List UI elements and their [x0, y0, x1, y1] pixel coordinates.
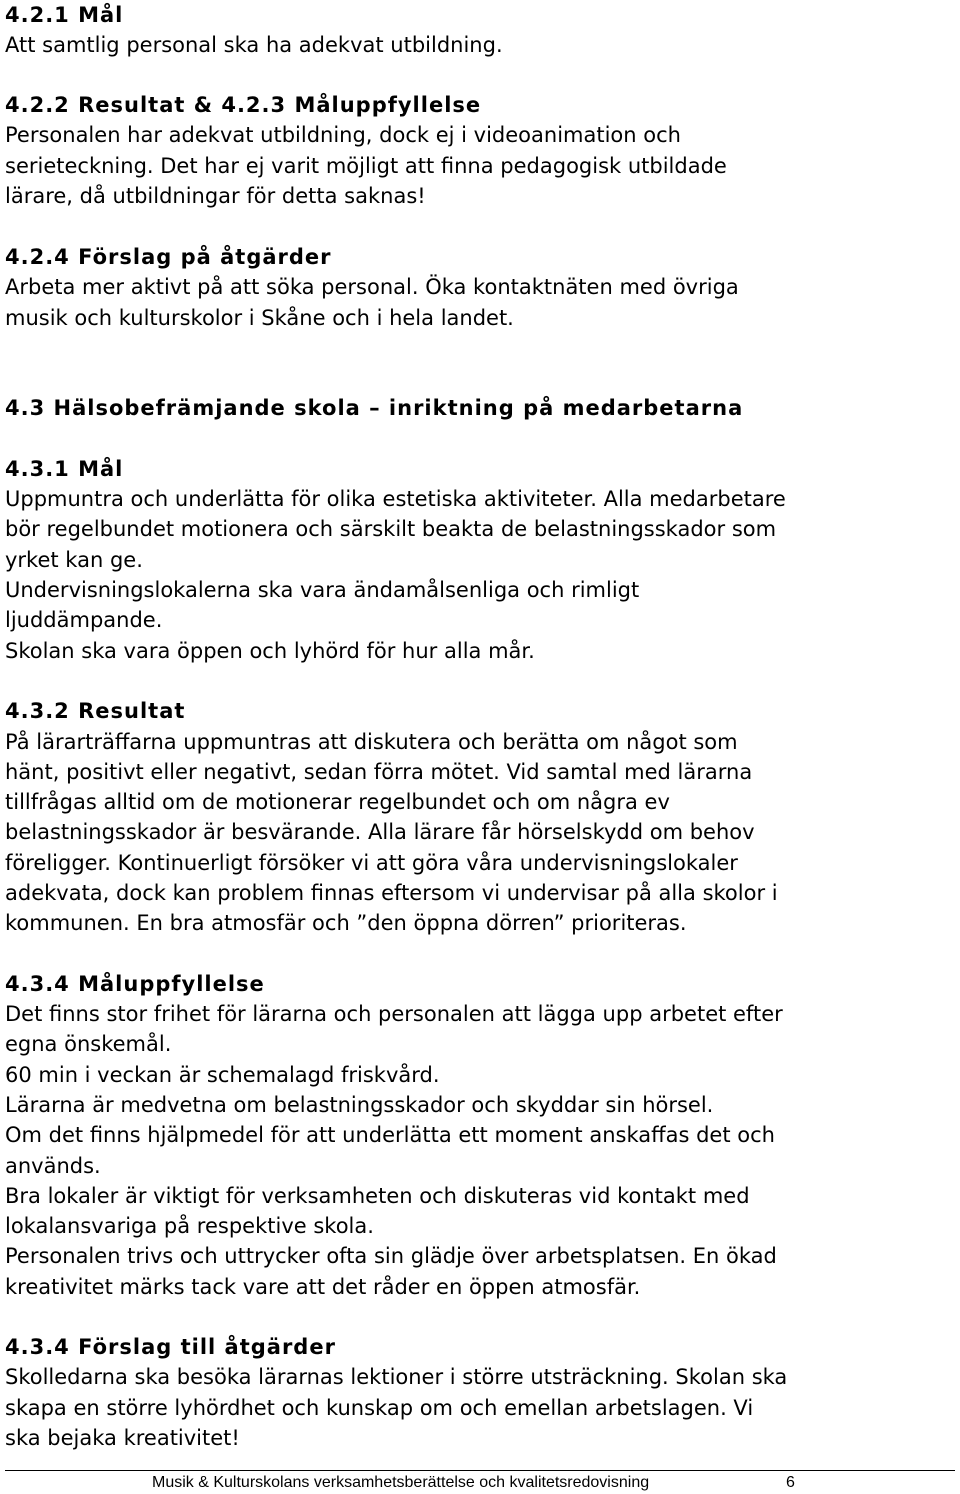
body-line: skapa en större lyhördhet och kunskap om och emellan arbetslagen. Vi: [5, 1396, 754, 1420]
heading-4-2-2: 4.2.2 Resultat & 4.2.3 Måluppfyllelse: [5, 93, 482, 117]
body-line: Arbeta mer aktivt på att söka personal. Öka kontaktnäten med övriga: [5, 275, 739, 299]
body-line: föreligger. Kontinuerligt försöker vi att göra våra undervisningslokaler: [5, 851, 738, 875]
body-line: lärare, då utbildningar för detta saknas!: [5, 184, 426, 208]
body-line: hänt, positivt eller negativt, sedan förra mötet. Vid samtal med lärarna: [5, 760, 753, 784]
heading-4-2-4: 4.2.4 Förslag på åtgärder: [5, 245, 332, 269]
body-line: Personalen har adekvat utbildning, dock ej i videoanimation och: [5, 123, 681, 147]
body-line: ljuddämpande.: [5, 608, 163, 632]
body-line: Lärarna är medvetna om belastningsskador och skyddar sin hörsel.: [5, 1093, 714, 1117]
heading-4-3-4-forslag: 4.3.4 Förslag till åtgärder: [5, 1335, 336, 1359]
body-line: serieteckning. Det har ej varit möjligt att finna pedagogisk utbildade: [5, 154, 727, 178]
body-line: Skolledarna ska besöka lärarnas lektioner i större utsträckning. Skolan ska: [5, 1365, 788, 1389]
body-line: På lärarträffarna uppmuntras att diskutera och berätta om något som: [5, 730, 738, 754]
body-line: tillfrågas alltid om de motionerar regelbundet och om några ev: [5, 790, 670, 814]
body-line: 60 min i veckan är schemalagd friskvård.: [5, 1063, 440, 1087]
body-line: yrket kan ge.: [5, 548, 143, 572]
body-line: ska bejaka kreativitet!: [5, 1426, 240, 1450]
body-line: lokalansvariga på respektive skola.: [5, 1214, 374, 1238]
body-line: Uppmuntra och underlätta för olika estetiska aktiviteter. Alla medarbetare: [5, 487, 786, 511]
body-line: Om det finns hjälpmedel för att underlätta ett moment anskaffas det och: [5, 1123, 775, 1147]
footer-title: Musik & Kulturskolans verksamhetsberättelse och kvalitetsredovisning: [152, 1474, 650, 1491]
heading-4-3: 4.3 Hälsobefrämjande skola – inriktning på medarbetarna: [5, 396, 744, 420]
body-line: bör regelbundet motionera och särskilt beakta de belastningsskador som: [5, 517, 777, 541]
body-line: kreativitet märks tack vare att det råder en öppen atmosfär.: [5, 1275, 641, 1299]
body-line: belastningsskador är besvärande. Alla lärare får hörselskydd om behov: [5, 820, 755, 844]
body-line: används.: [5, 1154, 101, 1178]
page-number: 6: [786, 1474, 795, 1491]
body-line: Undervisningslokalerna ska vara ändamålsenliga och rimligt: [5, 578, 640, 602]
heading-4-2-1: 4.2.1 Mål: [5, 3, 124, 27]
body-line: Bra lokaler är viktigt för verksamheten och diskuteras vid kontakt med: [5, 1184, 750, 1208]
footer-divider: [5, 1470, 955, 1471]
heading-4-3-4-maluppfyllelse: 4.3.4 Måluppfyllelse: [5, 972, 265, 996]
body-line: kommunen. En bra atmosfär och ”den öppna dörren” prioriteras.: [5, 911, 687, 935]
heading-4-3-2: 4.3.2 Resultat: [5, 699, 186, 723]
body-line: Det finns stor frihet för lärarna och personalen att lägga upp arbetet efter: [5, 1002, 783, 1026]
body-line: adekvata, dock kan problem finnas eftersom vi undervisar på alla skolor i: [5, 881, 778, 905]
heading-4-3-1: 4.3.1 Mål: [5, 457, 124, 481]
body-line: Personalen trivs och uttrycker ofta sin glädje över arbetsplatsen. En ökad: [5, 1244, 777, 1268]
body-line: Att samtlig personal ska ha adekvat utbildning.: [5, 33, 503, 57]
body-line: egna önskemål.: [5, 1032, 172, 1056]
body-line: musik och kulturskolor i Skåne och i hela landet.: [5, 306, 514, 330]
body-line: Skolan ska vara öppen och lyhörd för hur alla mår.: [5, 639, 535, 663]
